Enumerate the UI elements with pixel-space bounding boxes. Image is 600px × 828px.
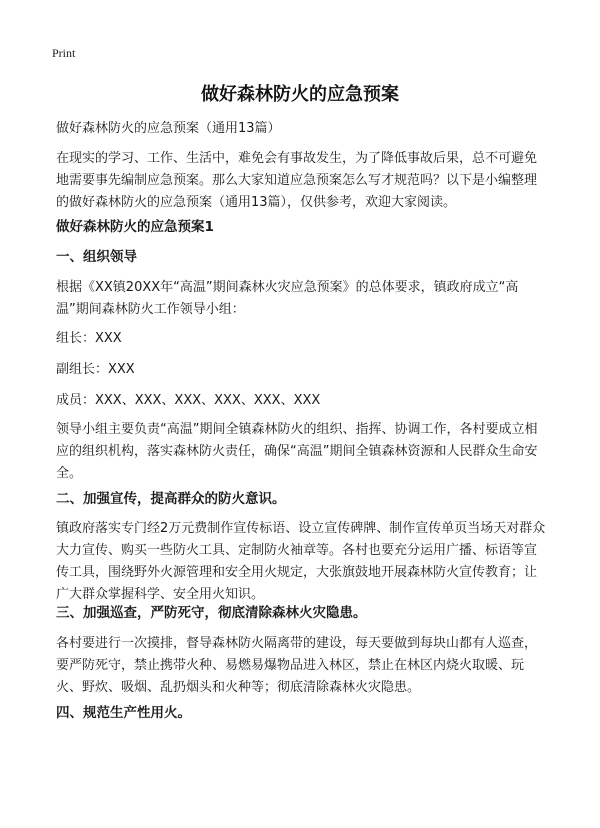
paragraph-patrol: 各村要进行一次摸排，督导森林防火隔离带的建设，每天要做到每块山都有人巡查，要严防死守，禁止携带火种、易燃易爆物品进入林区，禁止在林区内烧火取暖、玩火、野炊、吸烟、乱扔烟头和火种等；彻底清除森林火灾隐患。 <box>56 636 538 695</box>
heading-production-fire: 四、规范生产性用火。 <box>56 705 191 721</box>
section-title: 做好森林防火的应急预案1 <box>56 219 214 235</box>
deputy-line: 副组长：XXX <box>56 362 135 377</box>
leader-line: 组长：XXX <box>56 331 122 346</box>
intro-paragraph: 在现实的学习、工作、生活中，难免会有事故发生，为了降低事故后果，总不可避免地需要事先编制应急预案。那么大家知道应急预案怎么写才规范吗？以下是小编整理的做好森林防火的应急预案（通用13篇），仅供参考，欢迎大家阅读。 <box>56 151 538 210</box>
heading-publicity: 二、加强宣传，提高群众的防火意识。 <box>56 491 286 507</box>
page-title: 做好森林防火的应急预案 <box>201 84 399 105</box>
heading-patrol: 三、加强巡查，严防死守，彻底清除森林火灾隐患。 <box>56 605 367 621</box>
paragraph-duties: 领导小组主要负责“高温”期间全镇森林防火的组织、指挥、协调工作，各村要成立相应的组织机构，落实森林防火责任，确保“高温”期间全镇森林资源和人民群众生命安全。 <box>56 422 538 481</box>
print-link[interactable]: Print <box>52 46 76 60</box>
paragraph-organization: 根据《XX镇20XX年“高温”期间森林火灾应急预案》的总体要求，镇政府成立“高温”期间森林防火工作领导小组： <box>56 280 519 317</box>
heading-organization: 一、组织领导 <box>56 249 137 265</box>
paragraph-publicity: 镇政府落实专门经2万元费制作宣传标语、设立宣传碑牌、制作宣传单页当场天对群众大力宣传、购买一些防火工具、定制防火袖章等。各村也要充分运用广播、标语等宣传工具，围绕野外火源管理和安全用火规定，大张旗鼓地开展森林防火宣传教育；让广大群众掌握科学、安全用火知识。 <box>56 521 546 602</box>
subtitle: 做好森林防火的应急预案（通用13篇） <box>56 121 281 136</box>
members-line: 成员：XXX、XXX、XXX、XXX、XXX、XXX <box>56 393 321 408</box>
